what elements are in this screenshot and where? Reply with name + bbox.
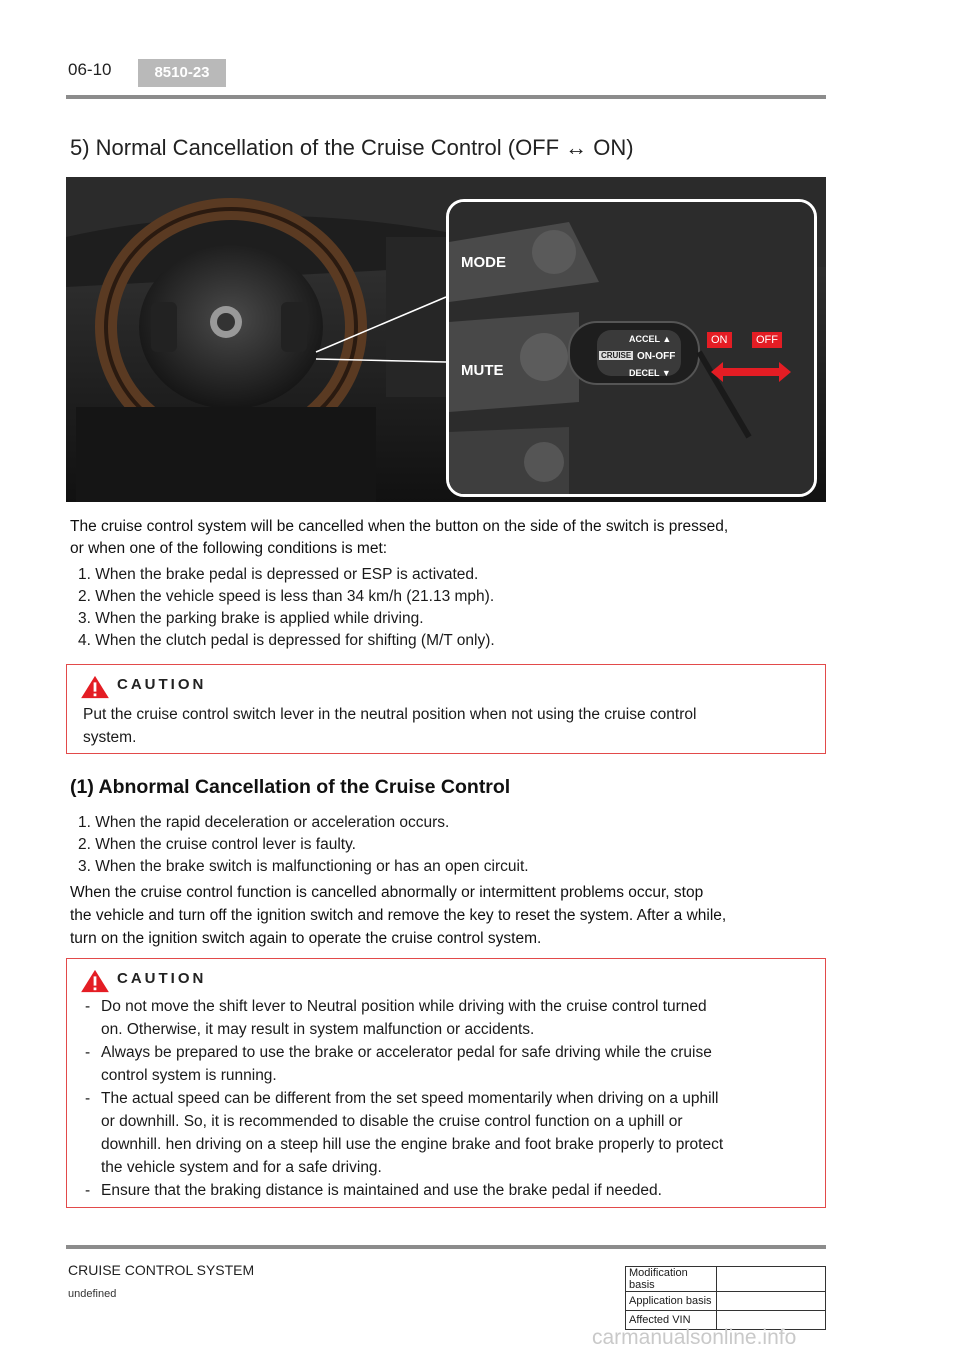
list-item	[85, 1087, 723, 1179]
table-cell: Modification basis	[626, 1267, 717, 1292]
revision-table	[625, 1266, 826, 1330]
table-cell	[717, 1267, 826, 1292]
footer-title: CRUISE CONTROL SYSTEM	[68, 1262, 255, 1278]
intro-line-1: The cruise control system will be cancelled when the button on the side of the switch is pressed,	[70, 518, 729, 535]
table-row	[626, 1292, 826, 1311]
table-cell: Application basis	[626, 1292, 717, 1311]
cancellation-conditions-list	[78, 564, 495, 652]
list-item: 2. When the vehicle speed is less than 34 km/h (21.13 mph).	[78, 588, 495, 605]
on-tag: ON	[707, 332, 732, 348]
list-item	[85, 995, 723, 1041]
list-item-line: - The actual speed can be different from the set speed momentarily when driving on a uphill	[101, 1090, 719, 1107]
abnormal-cancellation-heading: (1) Abnormal Cancellation of the Cruise Control	[70, 776, 511, 798]
page-number: 06-10	[68, 60, 112, 79]
table-cell	[717, 1292, 826, 1311]
list-item-line: - Ensure that the braking distance is maintained and use the brake pedal if needed.	[101, 1182, 662, 1199]
list-item-line: or downhill. So, it is recommended to disable the cruise control function on a uphill or	[101, 1113, 683, 1130]
footer-subtitle: undefined	[68, 1288, 117, 1300]
decel-label: DECEL ▼	[629, 368, 671, 378]
table-cell: Affected VIN	[626, 1311, 717, 1330]
abnormal-para-line-1: When the cruise control function is cancelled abnormally or intermittent problems occur, stop	[70, 884, 704, 901]
list-item: 3. When the parking brake is applied while driving.	[78, 610, 424, 627]
cruise-label: CRUISE	[601, 351, 632, 360]
list-item-line: - Always be prepared to use the brake or accelerator pedal for safe driving while the cruise	[101, 1044, 712, 1061]
accel-label: ACCEL ▲	[629, 334, 672, 344]
caution-1-line-1: Put the cruise control switch lever in the neutral position when not using the cruise control	[83, 706, 697, 723]
caution-box-2	[66, 958, 826, 1208]
list-item-line: the vehicle system and for a safe driving.	[101, 1159, 382, 1176]
table-row	[626, 1267, 826, 1292]
list-item-line: control system is running.	[101, 1067, 277, 1084]
warning-triangle-icon	[79, 675, 111, 699]
bottom-divider	[66, 1245, 826, 1249]
list-item: 1. When the rapid deceleration or acceleration occurs.	[78, 814, 450, 831]
list-item-line: - Do not move the shift lever to Neutral position while driving with the cruise control turned	[101, 998, 707, 1015]
switch-closeup-inset	[446, 199, 817, 497]
list-item: 3. When the brake switch is malfunctioning or has an open circuit.	[78, 858, 529, 875]
section-title: 5) Normal Cancellation of the Cruise Control (OFF ↔ ON)	[70, 135, 634, 160]
list-item	[85, 1179, 723, 1202]
list-item-line: downhill. hen driving on a steep hill use the engine brake and foot brake properly to protect	[101, 1136, 724, 1153]
list-item: 1. When the brake pedal is depressed or ESP is activated.	[78, 566, 479, 583]
abnormal-cases-list	[78, 812, 529, 878]
section-code-badge: 8510-23	[138, 59, 226, 87]
caution-1-line-2: system.	[83, 729, 137, 746]
cruise-switch-illustration	[449, 202, 814, 494]
on-off-label: ON-OFF	[637, 351, 676, 362]
intro-line-2: or when one of the following conditions is met:	[70, 540, 388, 557]
double-arrow-icon	[711, 360, 791, 384]
warning-triangle-icon	[79, 969, 111, 993]
caution-2-list	[85, 995, 723, 1202]
off-tag: OFF	[752, 332, 782, 348]
list-item: 2. When the cruise control lever is faulty.	[78, 836, 356, 853]
caution-title: CAUTION	[117, 970, 207, 987]
list-item-line: on. Otherwise, it may result in system malfunction or accidents.	[101, 1021, 535, 1038]
mode-label: MODE	[461, 254, 506, 271]
dashboard-photo	[66, 177, 826, 502]
abnormal-para-line-2: the vehicle and turn off the ignition switch and remove the key to reset the system. After a while,	[70, 907, 727, 924]
caution-box-1	[66, 664, 826, 754]
watermark: carmanualsonline.info	[592, 1326, 797, 1349]
caution-title: CAUTION	[117, 676, 207, 693]
abnormal-para-line-3: turn on the ignition switch again to operate the cruise control system.	[70, 930, 542, 947]
top-divider	[66, 95, 826, 99]
mute-label: MUTE	[461, 362, 504, 379]
list-item: 4. When the clutch pedal is depressed for shifting (M/T only).	[78, 632, 495, 649]
list-item	[85, 1041, 723, 1087]
